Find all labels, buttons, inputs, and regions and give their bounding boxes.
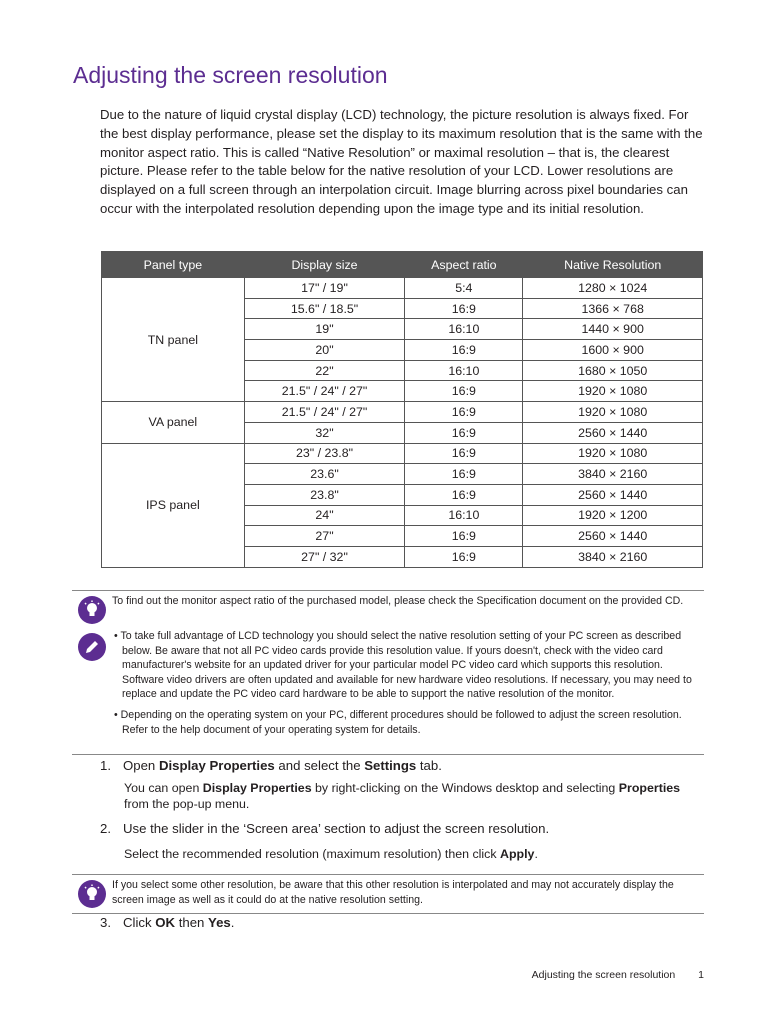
display-size-cell: 21.5" / 24" / 27"	[244, 381, 405, 402]
header-aspect-ratio: Aspect ratio	[405, 252, 523, 278]
aspect-ratio-cell: 16:9	[405, 422, 523, 443]
native-resolution-cell: 1280 × 1024	[523, 278, 703, 299]
display-size-cell: 23.8"	[244, 484, 405, 505]
native-resolution-cell: 1600 × 900	[523, 340, 703, 361]
lightbulb-icon	[78, 596, 106, 624]
aspect-ratio-cell: 16:9	[405, 526, 523, 547]
native-resolution-cell: 1680 × 1050	[523, 360, 703, 381]
table-header-row	[102, 252, 703, 278]
note-native-resolution: • To take full advantage of LCD technology you should select the native resolution setting of your PC screen as described below. Be aware that not all PC video cards provide this resolution value. If yours doesn't, check with the video card manufacturer's website for an updated driver for your particular model PC video card which supports this resolution. Software video drivers are often updated and available for new hardware video resolutions. If necessary, you may need to replace and update the PC video card hardware to be able to support the native resolution of the monitor.	[114, 630, 692, 701]
step-1-detail: You can open Display Properties by right-clicking on the Windows desktop and selecting Properties from the pop-up menu.	[124, 781, 681, 811]
display-size-cell: 15.6" / 18.5"	[244, 298, 405, 319]
panel-type-cell: IPS panel	[102, 443, 245, 567]
aspect-ratio-cell: 16:9	[405, 381, 523, 402]
aspect-ratio-cell: 5:4	[405, 278, 523, 299]
native-resolution-cell: 3840 × 2160	[523, 546, 703, 567]
table-row	[102, 278, 703, 299]
aspect-ratio-cell: 16:9	[405, 464, 523, 485]
display-size-cell: 17" / 19"	[244, 278, 405, 299]
header-display-size: Display size	[244, 252, 405, 278]
native-resolution-cell: 1440 × 900	[523, 319, 703, 340]
native-resolution-cell: 1366 × 768	[523, 298, 703, 319]
display-size-cell: 32"	[244, 422, 405, 443]
aspect-ratio-cell: 16:9	[405, 402, 523, 423]
step-2-detail: Select the recommended resolution (maximum resolution) then click Apply.	[124, 847, 538, 861]
aspect-ratio-cell: 16:10	[405, 360, 523, 381]
step-text: Use the slider in the ‘Screen area’ section to adjust the screen resolution.	[123, 821, 550, 836]
pencil-icon	[78, 633, 106, 661]
tip-aspect-ratio: To find out the monitor aspect ratio of the purchased model, please check the Specification document on the provided CD.	[112, 595, 684, 607]
lightbulb-icon	[78, 880, 106, 908]
aspect-ratio-cell: 16:9	[405, 443, 523, 464]
native-resolution-cell: 1920 × 1080	[523, 443, 703, 464]
native-resolution-cell: 1920 × 1080	[523, 402, 703, 423]
display-size-cell: 22"	[244, 360, 405, 381]
aspect-ratio-cell: 16:9	[405, 340, 523, 361]
pencil-notes	[112, 629, 700, 737]
page-footer	[532, 969, 704, 981]
note-operating-system: • Depending on the operating system on your PC, different procedures should be followed to adjust the screen resolution. Refer to the help document of your operating system for details.	[114, 708, 682, 736]
native-resolution-cell: 2560 × 1440	[523, 526, 703, 547]
display-size-cell: 27"	[244, 526, 405, 547]
table-row	[102, 402, 703, 423]
tip-note-block-2	[72, 874, 704, 914]
native-resolution-cell: 2560 × 1440	[523, 422, 703, 443]
aspect-ratio-cell: 16:10	[405, 319, 523, 340]
aspect-ratio-cell: 16:10	[405, 505, 523, 526]
native-resolution-cell: 2560 × 1440	[523, 484, 703, 505]
step-number: 3.	[100, 915, 111, 930]
tip-interpolated: If you select some other resolution, be aware that this other resolution is interpolated and may not accurately display the screen image as well as it could do at the native resolution setting.	[112, 879, 674, 906]
display-size-cell: 27" / 32"	[244, 546, 405, 567]
header-panel-type: Panel type	[102, 252, 245, 278]
step-number: 2.	[100, 821, 111, 836]
display-size-cell: 23.6"	[244, 464, 405, 485]
tip-text	[112, 594, 700, 609]
native-resolution-cell: 3840 × 2160	[523, 464, 703, 485]
display-size-cell: 20"	[244, 340, 405, 361]
intro-paragraph: Due to the nature of liquid crystal display (LCD) technology, the picture resolution is always fixed. For the best display performance, please set the display to its maximum resolution that is the same with the monitor aspect ratio. This is called “Native Resolution” or maximal resolution – that is, the clearest picture. Please refer to the table below for the native resolution of your LCD. Lower resolutions are displayed on a full screen through an interpolation circuit. Image blurring across pixel boundaries can occur with the interpolated resolution depending upon the image type and its initial resolution.	[100, 107, 703, 216]
aspect-ratio-cell: 16:9	[405, 484, 523, 505]
aspect-ratio-cell: 16:9	[405, 298, 523, 319]
page-number: 1	[698, 969, 704, 981]
tip-note-block	[72, 590, 704, 755]
resolution-table	[101, 251, 703, 568]
native-resolution-cell: 1920 × 1200	[523, 505, 703, 526]
display-size-cell: 21.5" / 24" / 27"	[244, 402, 405, 423]
table-row	[102, 443, 703, 464]
footer-section-title: Adjusting the screen resolution	[531, 969, 676, 981]
panel-type-cell: TN panel	[102, 278, 245, 402]
step-text: Open Display Properties and select the Settings tab.	[123, 758, 442, 773]
native-resolution-cell: 1920 × 1080	[523, 381, 703, 402]
header-native-resolution: Native Resolution	[523, 252, 703, 278]
step-text: Click OK then Yes.	[123, 915, 235, 930]
aspect-ratio-cell: 16:9	[405, 546, 523, 567]
display-size-cell: 19"	[244, 319, 405, 340]
display-size-cell: 23" / 23.8"	[244, 443, 405, 464]
panel-type-cell: VA panel	[102, 402, 245, 443]
tip-text	[112, 878, 700, 907]
display-size-cell: 24"	[244, 505, 405, 526]
page-title: Adjusting the screen resolution	[73, 62, 388, 88]
step-number: 1.	[100, 758, 111, 773]
